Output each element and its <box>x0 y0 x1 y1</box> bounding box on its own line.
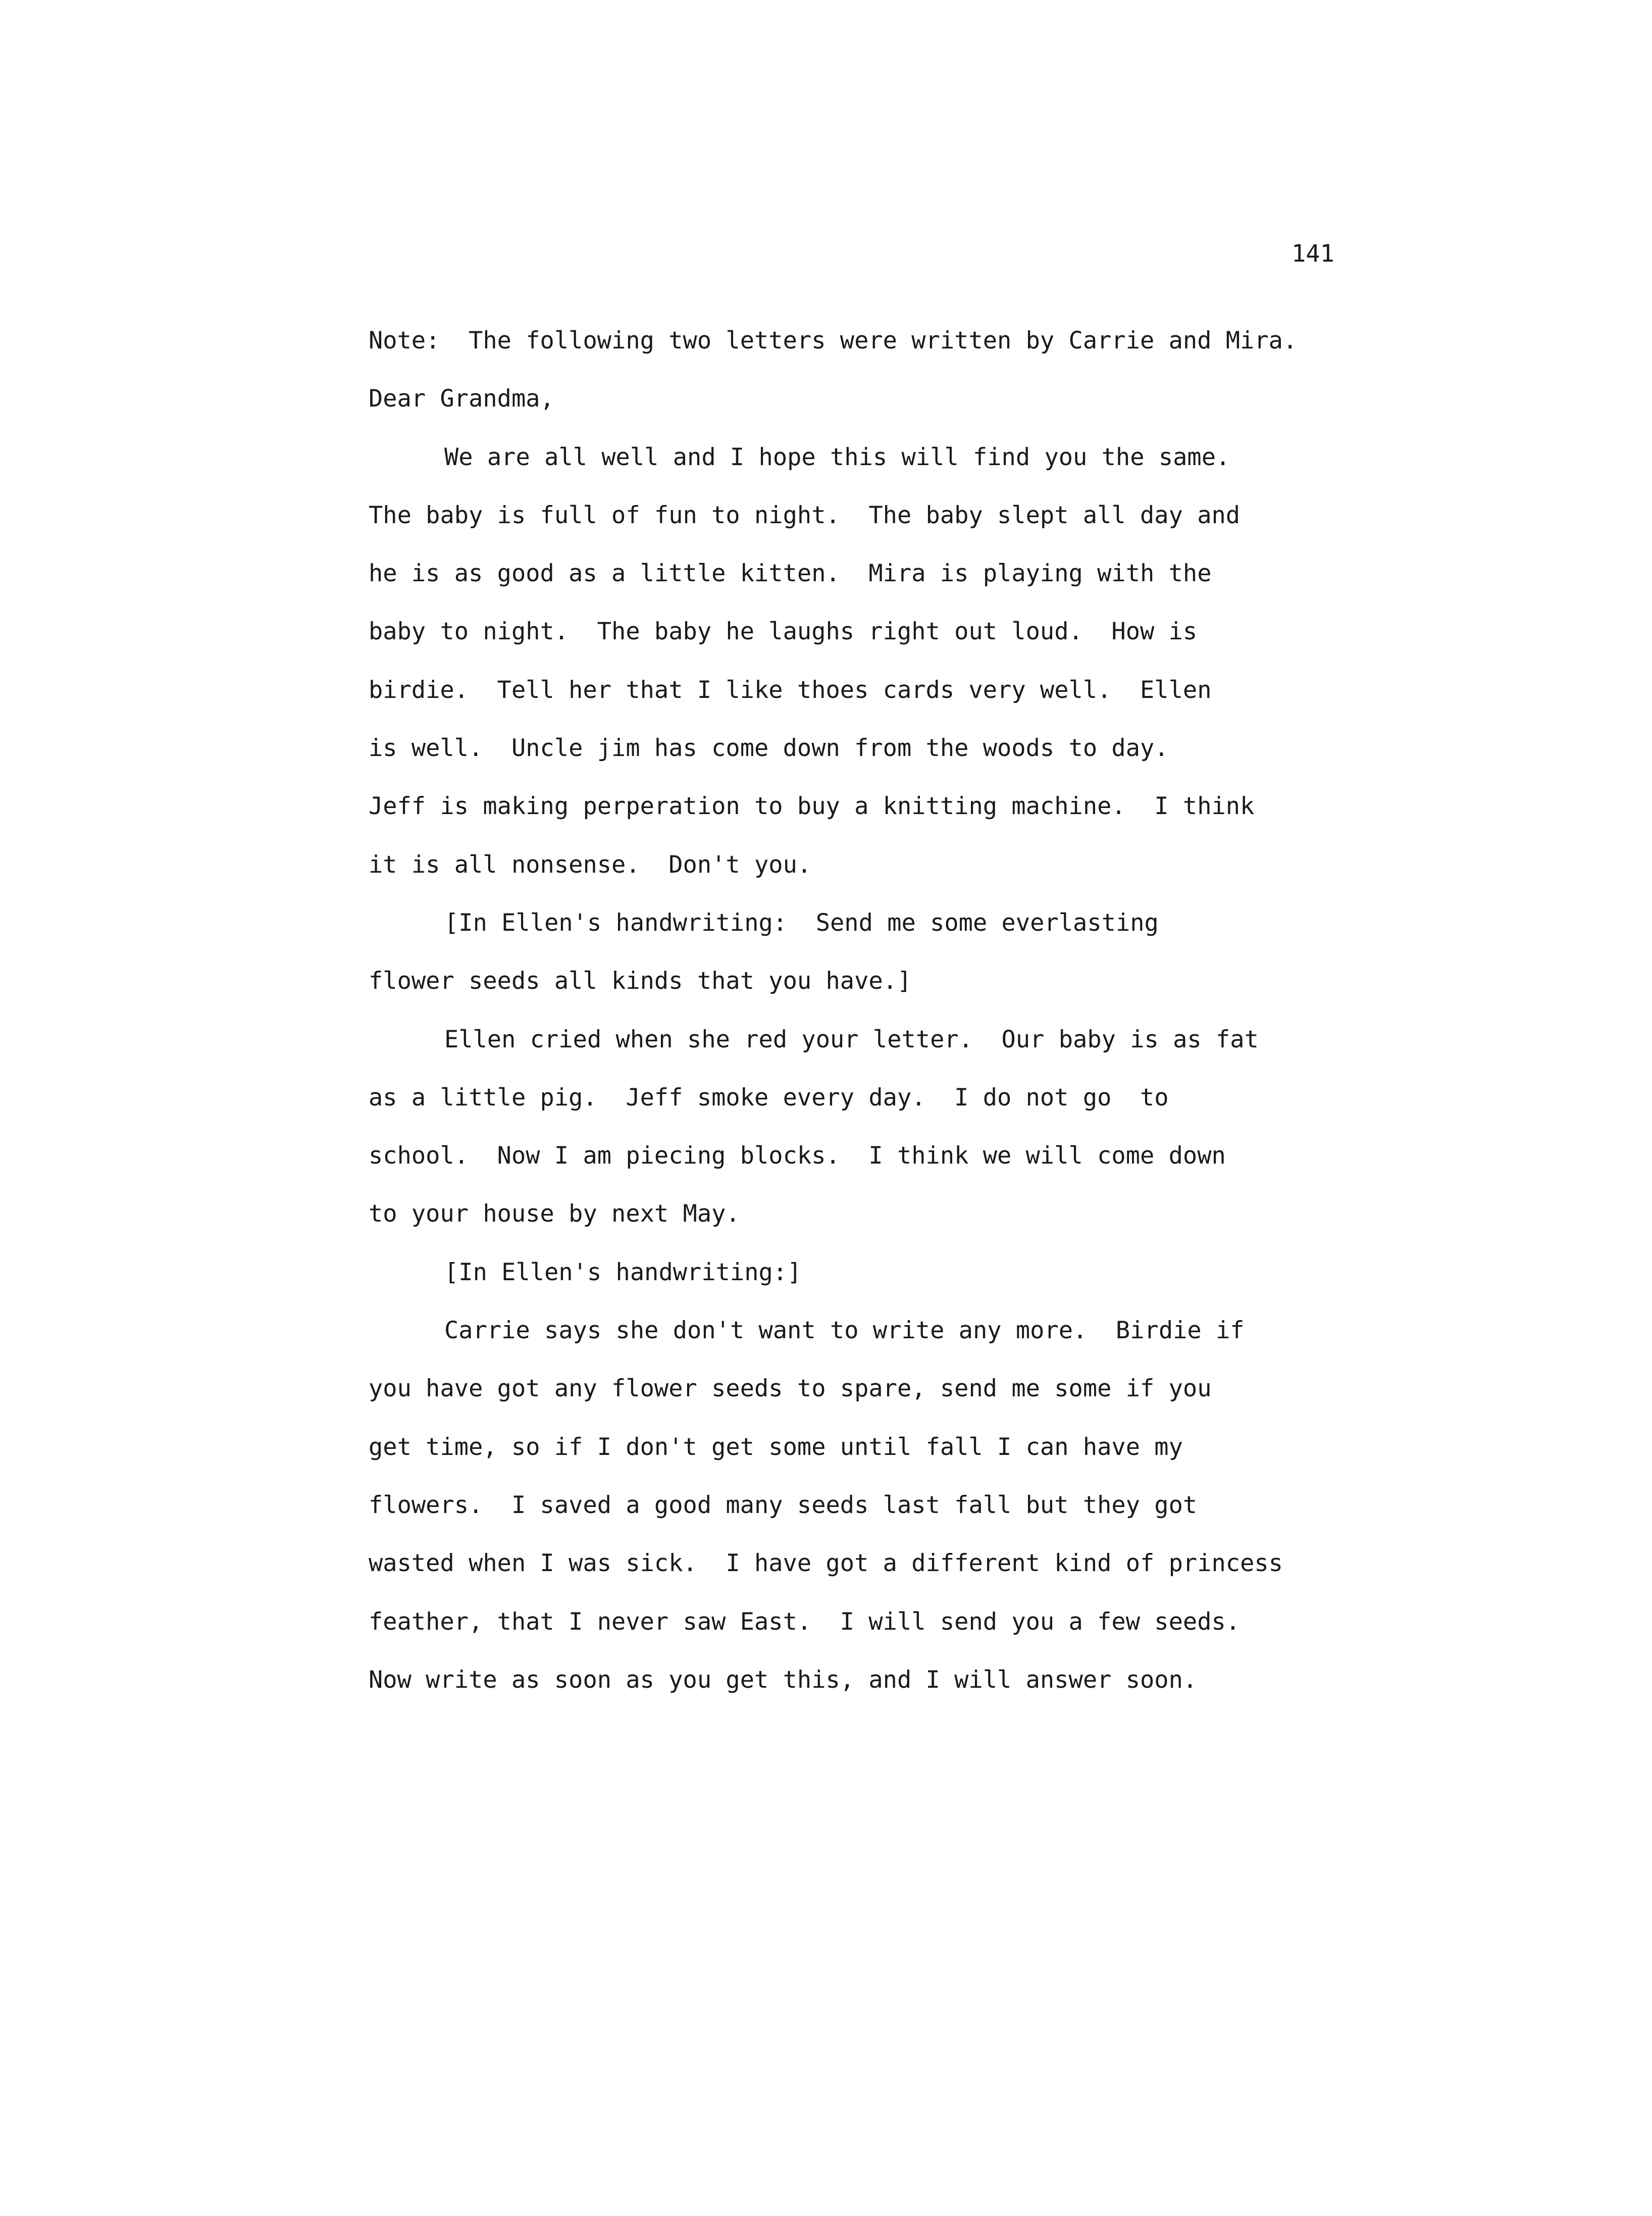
text-line: is well. Uncle jim has come down from the woods to day. <box>369 734 1169 763</box>
text-line: [In Ellen's handwriting:] <box>444 1258 802 1286</box>
text-line: Dear Grandma, <box>369 385 554 413</box>
text-line: Note: The following two letters were written by Carrie and Mira. <box>369 327 1298 355</box>
text-line: baby to night. The baby he laughs right out loud. How is <box>369 618 1198 646</box>
text-line: feather, that I never saw East. I will send you a few seeds. <box>369 1607 1241 1636</box>
text-line: flower seeds all kinds that you have.] <box>369 967 912 995</box>
text-line: school. Now I am piecing blocks. I think we will come down <box>369 1142 1226 1170</box>
text-line: get time, so if I don't get some until fall I can have my <box>369 1433 1183 1461</box>
text-line: to your house by next May. <box>369 1200 740 1228</box>
text-line: as a little pig. Jeff smoke every day. I do not go to <box>369 1083 1169 1112</box>
text-line: [In Ellen's handwriting: Send me some everlasting <box>444 909 1159 937</box>
page-number: 141 <box>1292 240 1334 268</box>
text-line: Carrie says she don't want to write any more. Birdie if <box>444 1317 1245 1345</box>
text-line: wasted when I was sick. I have got a different kind of princess <box>369 1549 1283 1578</box>
text-line: he is as good as a little kitten. Mira is playing with the <box>369 560 1212 588</box>
text-line: you have got any flower seeds to spare, send me some if you <box>369 1375 1212 1403</box>
text-line: it is all nonsense. Don't you. <box>369 850 812 879</box>
letter-body <box>369 323 1540 1721</box>
text-line: birdie. Tell her that I like thoes cards very well. Ellen <box>369 676 1212 704</box>
text-line: flowers. I saved a good many seeds last fall but they got <box>369 1491 1198 1519</box>
text-line: Ellen cried when she red your letter. Our baby is as fat <box>444 1025 1259 1053</box>
text-line: The baby is full of fun to night. The baby slept all day and <box>369 501 1241 529</box>
text-line: Jeff is making perperation to buy a knitting machine. I think <box>369 792 1255 821</box>
text-line: Now write as soon as you get this, and I will answer soon. <box>369 1666 1198 1694</box>
text-line: We are all well and I hope this will find you the same. <box>444 443 1230 471</box>
